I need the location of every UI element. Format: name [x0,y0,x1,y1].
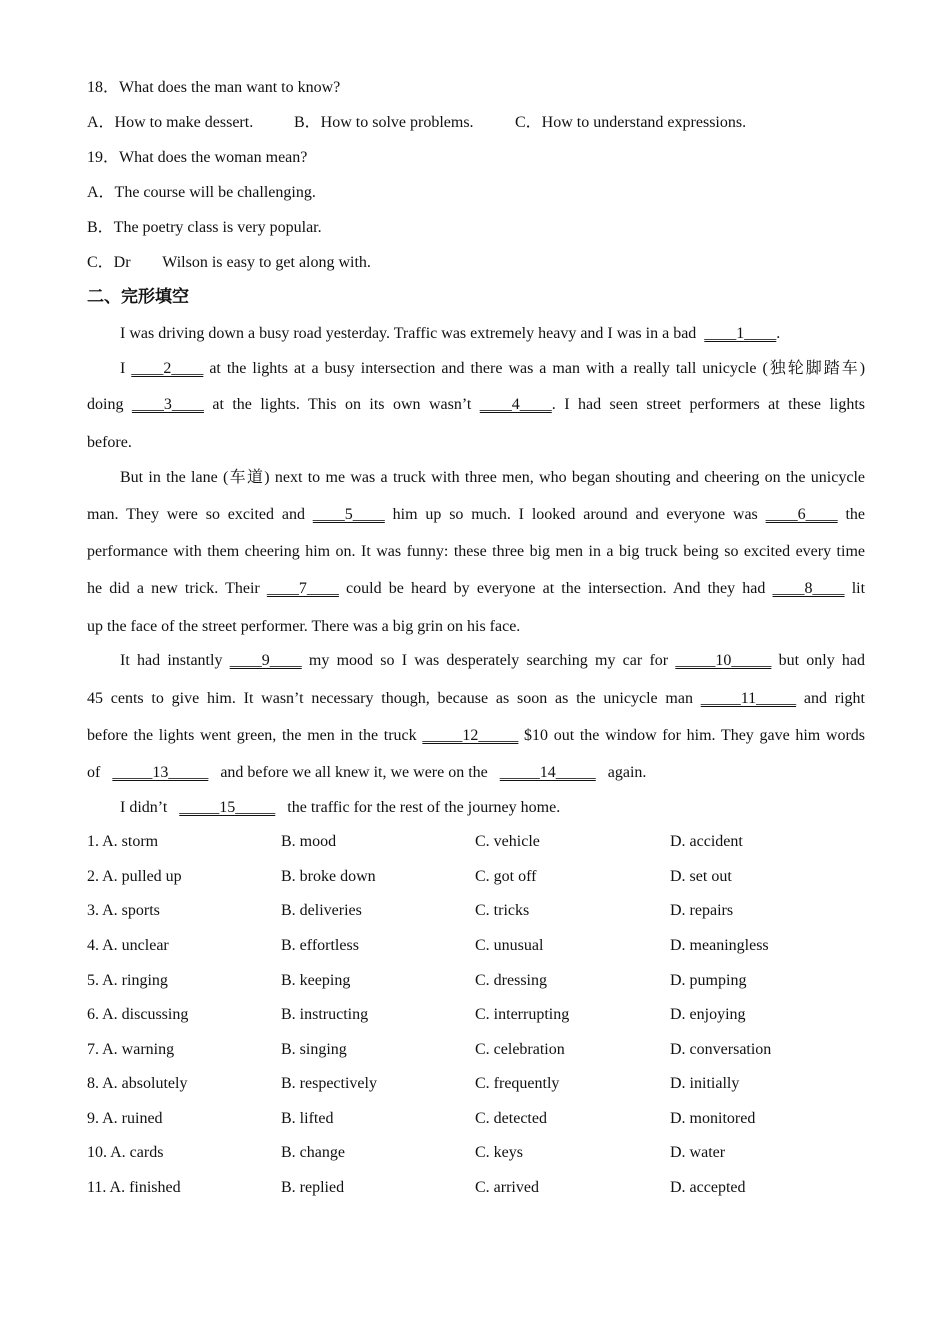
choice-option-a: 11. A. finished [87,1179,181,1196]
choice-option-a: 5. A. ringing [87,972,168,989]
blank-7: ____7____ [266,580,339,597]
choice-option-c: C. detected [475,1110,547,1127]
choice-row-9 [87,1109,865,1129]
text: again. [607,764,647,781]
choice-option-c: C. unusual [475,937,544,954]
cloze-paragraph-2-line-3: before. [87,434,132,451]
choice-option-a: 10. A. cards [87,1144,164,1161]
text: he did a new trick. Their [87,580,260,597]
choice-option-a: 9. A. ruined [87,1110,163,1127]
choice-option-a: 4. A. unclear [87,937,169,954]
choice-option-c: C. tricks [475,902,530,919]
choice-option-d: D. water [670,1144,726,1161]
cloze-paragraph-1 [120,324,780,344]
text: I was driving down a busy road yesterday. Traffic was extremely heavy and I was in a bad [120,325,697,342]
blank-5: ____5____ [312,506,385,523]
choice-option-a: 7. A. warning [87,1041,175,1058]
choice-option-b: B. instructing [281,1006,369,1023]
choice-option-d: D. conversation [670,1041,772,1058]
text: and before we all knew it, we were on the [220,764,488,781]
choice-option-c: C. got off [475,868,537,885]
cloze-paragraph-3-line-2 [87,505,865,525]
choice-row-2 [87,867,865,887]
q18-option-b: B．How to solve problems. [294,114,474,131]
text: at the lights. This on its own wasn’t [212,396,472,413]
choice-option-b: B. mood [281,833,337,850]
blank-6: ____6____ [765,506,838,523]
choice-option-c: C. frequently [475,1075,560,1092]
choice-option-b: B. lifted [281,1110,334,1127]
cloze-paragraph-3-line-5: up the face of the street performer. There was a big grin on his face. [87,618,521,635]
text: my mood so I was desperately searching my car for [308,652,669,669]
q19-option-b: B．The poetry class is very popular. [87,219,322,236]
text: but only had [778,652,866,669]
text: . I had seen street performers at these lights [551,396,866,413]
cloze-paragraph-3-line-3: performance with them cheering him on. It was funny: these three big men in a big truck being so excited every time [87,543,865,560]
cloze-paragraph-3-line-1: But in the lane (车道) next to me was a truck with three men, who began shouting and cheering on the unicycle [120,469,865,486]
choice-option-a: 8. A. absolutely [87,1075,188,1092]
text: the [845,506,866,523]
text: $10 out the window for him. They gave him words [524,727,866,744]
choice-row-1 [87,832,865,852]
cloze-paragraph-3-line-4 [87,579,865,599]
blank-15: _____15_____ [179,799,276,816]
choice-option-a: 2. A. pulled up [87,868,182,885]
choice-option-c: C. vehicle [475,833,540,850]
choice-row-6 [87,1005,865,1025]
blank-4: ____4____ [479,396,552,413]
choice-option-d: D. monitored [670,1110,756,1127]
choice-option-a: 1. A. storm [87,833,159,850]
choice-option-b: B. deliveries [281,902,362,919]
choice-option-c: C. dressing [475,972,547,989]
choice-option-d: D. accepted [670,1179,746,1196]
text: It had instantly [120,652,223,669]
cloze-paragraph-4-line-4 [87,763,646,783]
section-title: 二、完形填空 [87,287,189,307]
choice-option-b: B. broke down [281,868,376,885]
choice-option-d: D. meaningless [670,937,769,954]
text: I didn’t [120,799,168,816]
text: before the lights went green, the men in the truck [87,727,417,744]
choice-row-5 [87,971,865,991]
cloze-paragraph-2-line-2 [87,395,865,415]
cloze-paragraph-4-line-1 [87,651,865,671]
blank-12: _____12_____ [422,727,519,744]
text: doing [87,396,124,413]
choice-option-b: B. change [281,1144,345,1161]
choice-option-c: C. interrupting [475,1006,570,1023]
cloze-paragraph-4-line-3 [87,726,865,746]
text: . [776,325,781,342]
blank-8: ____8____ [772,580,845,597]
choice-option-c: C. arrived [475,1179,539,1196]
q19-option-c: C．Dr Wilson is easy to get along with. [87,254,371,271]
choice-option-d: D. initially [670,1075,740,1092]
choice-row-8 [87,1074,865,1094]
text: lit [851,580,866,597]
choice-row-10 [87,1143,865,1163]
choice-row-4 [87,936,865,956]
text: 45 cents to give him. It wasn’t necessary though, because as soon as the unicycle man [87,690,693,707]
cloze-paragraph-4-line-2 [87,689,865,709]
choice-option-b: B. singing [281,1041,347,1058]
q18-option-c: C．How to understand expressions. [515,114,747,131]
choice-option-b: B. replied [281,1179,345,1196]
text: him up so much. I looked around and everyone was [392,506,758,523]
choice-option-d: D. set out [670,868,732,885]
choice-option-d: D. enjoying [670,1006,746,1023]
text: could be heard by everyone at the intersection. And they had [346,580,766,597]
blank-1: ____1____ [704,325,777,342]
q19-option-a: A．The course will be challenging. [87,184,316,201]
text: and right [803,690,865,707]
text: man. They were so excited and [87,506,305,523]
choice-option-d: D. accident [670,833,743,850]
choice-option-c: C. celebration [475,1041,565,1058]
choice-option-a: 3. A. sports [87,902,160,919]
question-18-stem: 18．What does the man want to know? [87,79,341,96]
choice-option-d: D. pumping [670,972,747,989]
choice-option-a: 6. A. discussing [87,1006,189,1023]
blank-14: _____14_____ [499,764,596,781]
choice-row-3 [87,901,865,921]
blank-13: _____13_____ [112,764,209,781]
choice-option-d: D. repairs [670,902,734,919]
cloze-paragraph-2-line-1 [87,359,865,379]
blank-11: _____11_____ [700,690,797,707]
q18-option-a: A．How to make dessert. [87,114,254,131]
text: I [120,360,126,377]
choice-row-7 [87,1040,865,1060]
choice-option-b: B. keeping [281,972,351,989]
choice-option-c: C. keys [475,1144,523,1161]
choice-option-b: B. respectively [281,1075,377,1092]
text: of [87,764,101,781]
blank-2: ____2____ [131,360,204,377]
choice-row-11 [87,1178,865,1198]
cloze-paragraph-5 [120,798,560,818]
text: at the lights at a busy intersection and there was a man with a really tall unicycle (独轮脚踏车) [209,360,866,377]
blank-3: ____3____ [131,396,204,413]
blank-10: _____10_____ [675,652,772,669]
blank-9: ____9____ [229,652,302,669]
choice-option-b: B. effortless [281,937,359,954]
text: the traffic for the rest of the journey home. [287,799,561,816]
question-19-stem: 19．What does the woman mean? [87,149,308,166]
